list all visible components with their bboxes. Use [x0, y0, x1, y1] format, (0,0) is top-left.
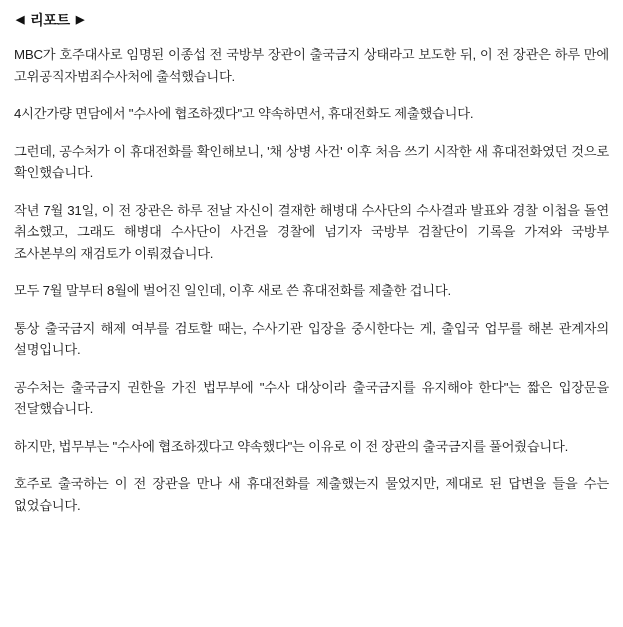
chevron-right-icon[interactable]: ▶ — [75, 13, 85, 26]
section-header — [16, 10, 609, 30]
article-paragraph: 호주로 출국하는 이 전 장관을 만나 새 휴대전화를 제출했는지 물었지만, 제대로 된 답변을 들을 수는 없었습니다. — [14, 476, 609, 513]
section-title: 리포트 — [30, 12, 70, 28]
article-paragraph: 공수처는 출국금지 권한을 가진 법무부에 "수사 대상이라 출국금지를 유지해야 한다"는 짧은 입장문을 전달했습니다. — [14, 379, 609, 417]
article-paragraph: MBC가 호주대사로 임명된 이종섭 전 국방부 장관이 출국금지 상태라고 보도한 뒤, 이 전 장관은 하루 만에 고위공직자범죄수사처에 출석했습니다. — [14, 47, 609, 84]
article-paragraph: 4시간가량 면담에서 "수사에 협조하겠다"고 약속하면서, 휴대전화도 제출했습니다. — [14, 106, 474, 122]
article-body — [14, 44, 609, 517]
article-paragraph: 통상 출국금지 해제 여부를 검토할 때는, 수사기관 입장을 중시한다는 게, 출입국 업무를 해본 관계자의 설명입니다. — [14, 320, 609, 358]
article-paragraph: 모두 7월 말부터 8월에 벌어진 일인데, 이후 새로 쓴 휴대전화를 제출한 겁니다. — [14, 283, 451, 299]
article-paragraph: 하지만, 법무부는 "수사에 협조하겠다고 약속했다"는 이유로 이 전 장관의 출국금지를 풀어줬습니다. — [14, 438, 569, 454]
article-paragraph: 작년 7월 31일, 이 전 장관은 하루 전날 자신이 결재한 해병대 수사단의 수사결과 발표와 경찰 이첩을 돌연 취소했고, 그래도 해병대 수사단이 사건을 경찰에 넘기자 국방부 검찰단이 기록을 가져와 국방부 조사본부의 재검토가 이뤄졌습니다. — [14, 202, 609, 261]
chevron-left-icon[interactable]: ◀ — [16, 13, 25, 26]
article-paragraph: 그런데, 공수처가 이 휴대전화를 확인해보니, '채 상병 사건' 이후 처음 쓰기 시작한 새 휴대전화였던 것으로 확인했습니다. — [14, 143, 609, 181]
